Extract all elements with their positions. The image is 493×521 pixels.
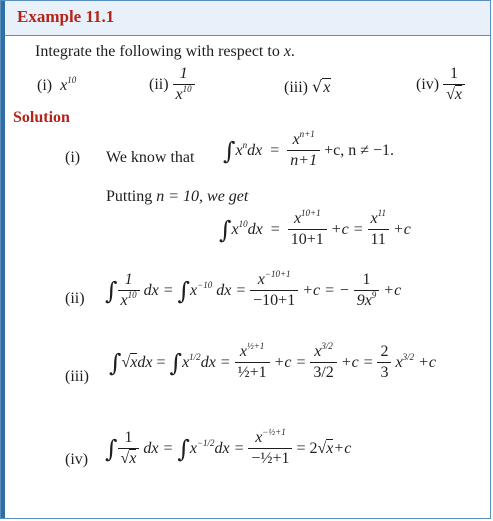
math-sqrt: √x [312,77,331,96]
task-item-iii [284,77,331,97]
item-label: (iii) [284,79,308,96]
math-fraction: $\frac{1}{9x^9}$ [354,271,380,311]
solution-part-i-label: (i) [65,149,81,166]
part-iii-result: $\int√xdx = \int x^{1/2}dx$ = $\frac{x^{\frac{1}{2}+1}}{\text{½+1}}$ +c = $\frac{x^{3/2}}{3/2}$ +c = $\frac{2}{3}$ $x^{3/2} +c$ [109,341,437,382]
math-fraction: $\frac{x^{-10+1}}{-10+1}$ [250,271,298,311]
math-fraction: $\frac{2}{3}$ [377,343,391,383]
math-fraction: $\frac{1}{√x}$ [118,429,140,469]
math-fraction: $\frac{x^{\frac{1}{2}+1}}{\text{½+1}}$ [235,343,270,383]
solution-heading: Solution [13,109,70,126]
part-i-result: $\int x^{10}dx$ = $\frac{x^{10+1}}{10+1}$ +c = $\frac{x^{11}}{11}$ +c [219,208,411,249]
math-fraction: $\frac{x^{3/2}}{3/2}$ [310,343,336,383]
item-label: (i) [37,77,53,94]
item-label: (iv) [416,75,440,93]
general-formula: $\int x^ndx$ = $\frac{x^{n+1}}{n+1}$ +c, n ≠ −1. [223,129,394,170]
math-fraction: $\frac{x^{11}}{11}$ [368,210,389,250]
item-label: (ii) [149,75,169,93]
task-variable: x [283,43,291,60]
part-ii-result: ∫ $\frac{1}{x^{10}}$ dx = $\int x^{-10}$ dx = $\frac{x^{-10+1}}{-10+1}$ +c = − $\frac{1}{9x^9}$ +c [105,269,402,310]
solution-part-i-intro: We know that [106,149,195,166]
math-fraction: $\frac{x^{10+1}}{10+1}$ [288,210,327,250]
example-title: Example 11.1 [17,7,115,26]
math-fraction: $\frac{1}{x^{10}}$ [118,271,140,311]
task-item-ii [149,65,195,105]
task-item-iv [416,65,465,105]
math-fraction: $\frac{x^{n+1}}{n+1}$ [287,131,320,171]
task-item-i [37,77,76,95]
example-header [5,1,490,36]
putting-word: Putting [106,188,153,205]
putting-text [106,188,248,206]
left-accent-bar [1,1,5,518]
math-fraction: $\frac{1}{x^{10}}$ [173,65,195,105]
math-fraction: $\frac{1}{√x}$ [443,65,465,105]
condition-text: +c, n ≠ −1. [324,141,394,159]
part-iv-result: ∫ $\frac{1}{√x}$ dx = $\int x^{-1/2}dx$ = $\frac{x^{-\frac{1}{2}+1}}{\text{−½+1}}$ = 2√x+c [105,427,352,468]
putting-value: n = 10, we get [156,188,249,205]
solution-part-iv-label: (iv) [65,451,89,468]
solution-part-iii-label: (iii) [65,368,89,385]
solution-part-ii-label: (ii) [65,290,85,307]
task-period: . [290,43,295,60]
task-statement [35,43,295,61]
task-text: Integrate the following with respect to [35,43,280,60]
math-expression: $x^{10}$ [56,75,77,94]
math-fraction: $\frac{x^{-\frac{1}{2}+1}}{\text{−½+1}}$ [248,429,292,469]
